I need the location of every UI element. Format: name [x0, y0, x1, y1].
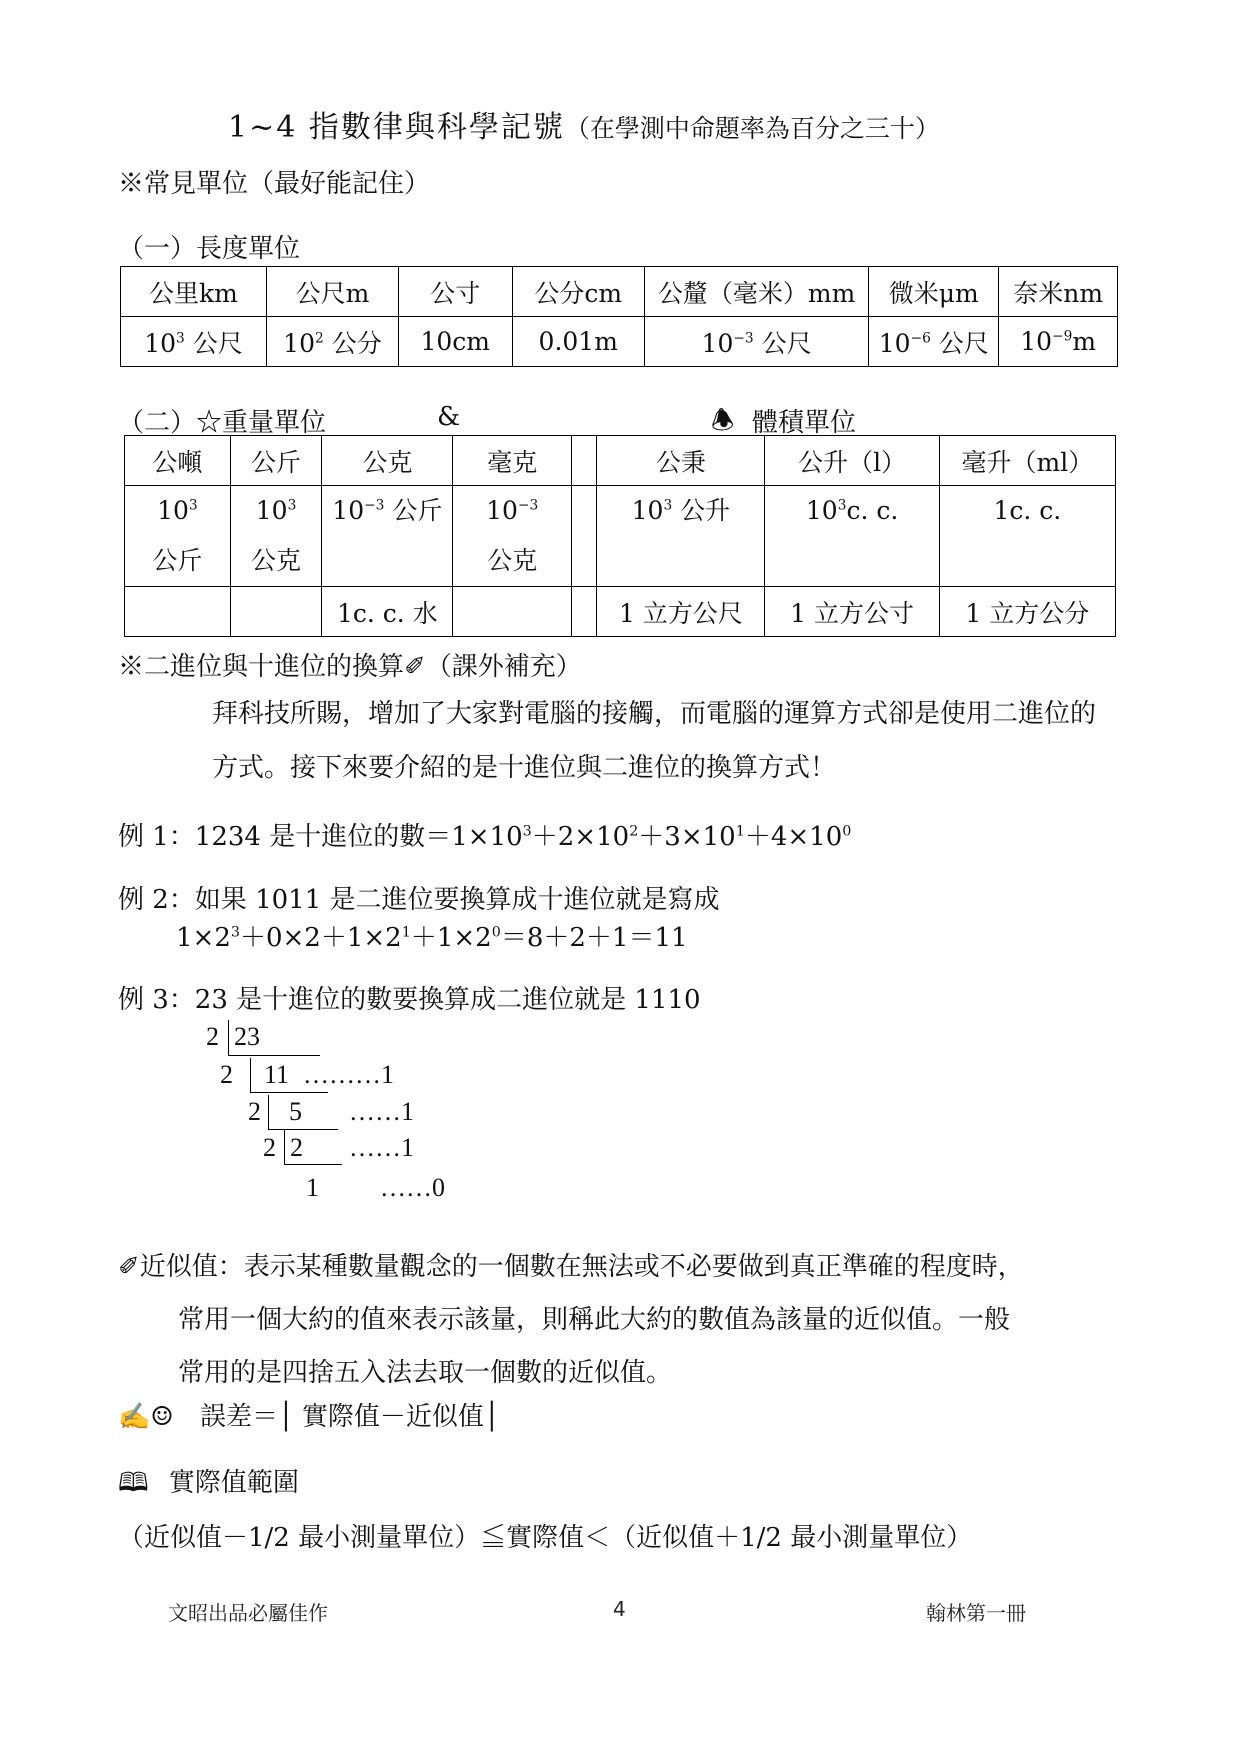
- kl-cubic: 1 立方公尺: [597, 587, 765, 637]
- table-gap: [572, 436, 597, 486]
- kl-value: $10^3$ 公升: [597, 486, 765, 587]
- bell-icon: 🕭: [711, 406, 735, 436]
- mg-value: $10^{-3}$ 公克: [453, 486, 572, 587]
- length-header-um: 微米μm: [869, 267, 999, 317]
- weight-heading: （二）☆重量單位: [118, 408, 327, 438]
- g-water: 1c. c. 水: [322, 587, 453, 637]
- error-line: ✍☺ 誤差＝│ 實際值－近似值│: [118, 1402, 500, 1432]
- table-gap: [572, 587, 597, 637]
- length-header-mm: 公釐（毫米）mm: [644, 267, 868, 317]
- volume-header: 公升（l）: [765, 436, 939, 486]
- page-number: 4: [613, 1597, 626, 1621]
- weight-volume-table: [124, 435, 1116, 637]
- weight-header: 公斤: [230, 436, 322, 486]
- length-table: [120, 266, 1118, 367]
- length-heading: （一）長度單位: [118, 234, 301, 264]
- example-1: 例 1：1234 是十進位的數$=1\times 10^3+2\times 10^2+3\times 10^1+4\times 10^0$: [118, 822, 852, 852]
- approx-line2: 常用一個大約的值來表示該量，則稱此大約的數值為該量的近似值。一般: [178, 1305, 1011, 1335]
- length-value: 10cm: [398, 317, 512, 367]
- volume-header: 公秉: [597, 436, 765, 486]
- empty-cell: [230, 587, 322, 637]
- length-header-cm: 公分cm: [512, 267, 644, 317]
- ton-value: $10^3$ 公斤: [125, 486, 231, 587]
- binary-intro: 拜科技所賜，增加了大家對電腦的接觸，而電腦的運算方式卻是使用二進位的方式。接下來要介紹的是十進位與二進位的換算方式！: [212, 699, 1097, 783]
- example-2-line1: 例 2：如果 1011 是二進位要換算成十進位就是寫成: [118, 885, 720, 915]
- length-value: $10^2$ 公分: [266, 317, 398, 367]
- l-cubic: 1 立方公寸: [765, 587, 939, 637]
- page-title: [228, 102, 940, 146]
- length-header-m: 公尺m: [266, 267, 398, 317]
- units-heading: ※常見單位（最好能記住）: [118, 169, 431, 199]
- ampersand: &: [437, 402, 461, 432]
- book-icon: 🕮: [118, 1468, 149, 1498]
- length-value: $10^{-3}$ 公尺: [644, 317, 868, 367]
- volume-header: 毫升（ml）: [939, 436, 1115, 486]
- title-sub: （在學測中命題率為百分之三十）: [564, 114, 940, 143]
- range-heading-row: 🕮 實際值範圍: [118, 1468, 299, 1498]
- binary-heading: ※二進位與十進位的換算✐（課外補充）: [118, 652, 582, 682]
- ml-cubic: 1 立方公分: [939, 587, 1115, 637]
- ml-value: 1c. c.: [939, 486, 1115, 587]
- empty-cell: [453, 587, 572, 637]
- approx-line1: ✐近似值：表示某種數量觀念的一個數在無法或不必要做到真正準確的程度時，: [118, 1252, 1024, 1282]
- title-main: 1~4 指數律與科學記號: [228, 110, 565, 145]
- length-value: $10^{-9}m$: [999, 317, 1118, 367]
- g-value: $10^{-3}$ 公斤: [322, 486, 453, 587]
- weight-header: 公噸: [125, 436, 231, 486]
- length-value: $10^{-6}$ 公尺: [869, 317, 999, 367]
- table-gap: [572, 486, 597, 587]
- pencil-icon: ✐: [118, 1252, 140, 1282]
- example-3: 例 3：23 是十進位的數要換算成二進位就是 1110: [118, 985, 701, 1015]
- example-2-line2: $1\times 2^3+0\times 2+1\times 2^1+1\times 2^0=8+2+1=11$: [176, 923, 688, 953]
- empty-cell: [125, 587, 231, 637]
- writing-hand-smiley-icon: ✍☺: [118, 1402, 174, 1432]
- length-header-nm: 奈米nm: [999, 267, 1118, 317]
- range-formula: （近似值－1/2 最小測量單位）≦實際值＜（近似值＋1/2 最小測量單位）: [118, 1523, 973, 1553]
- length-value: $10^3$ 公尺: [121, 317, 267, 367]
- length-value: 0.01m: [512, 317, 644, 367]
- volume-heading: 體積單位: [752, 408, 857, 438]
- l-value: $10^3c$. c.: [765, 486, 939, 587]
- footer-left: 文昭出品必屬佳作: [168, 1601, 328, 1625]
- weight-header: 毫克: [453, 436, 572, 486]
- kg-value: $10^3$ 公克: [230, 486, 322, 587]
- weight-header: 公克: [322, 436, 453, 486]
- footer-right: 翰林第一冊: [926, 1601, 1026, 1625]
- approx-line3: 常用的是四捨五入法去取一個數的近似值。: [178, 1358, 673, 1388]
- length-header-dm: 公寸: [398, 267, 512, 317]
- length-header-km: 公里km: [121, 267, 267, 317]
